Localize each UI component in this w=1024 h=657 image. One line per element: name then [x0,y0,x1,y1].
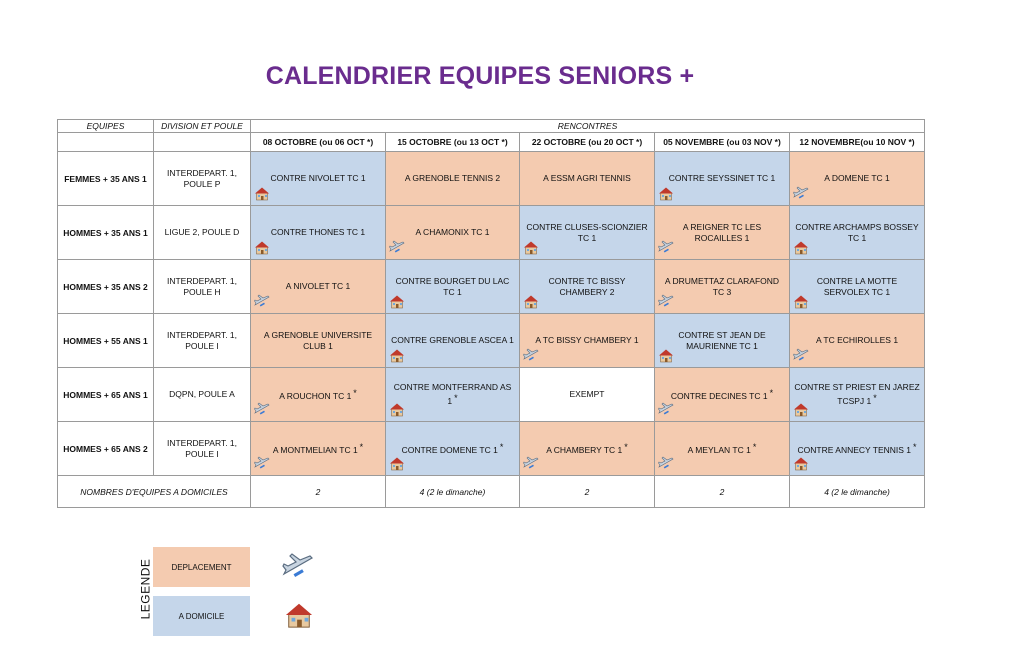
match-opponent: A NIVOLET TC 1 [285,281,351,291]
table-row [58,152,925,206]
footer-row [58,476,925,508]
footer-value: 4 (2 le dimanche) [386,476,520,508]
match-cell [251,368,386,422]
match-opponent: CONTRE THONES TC 1 [270,227,366,237]
division-cell: DQPN, POULE A [154,368,251,422]
match-label [520,222,654,244]
match-cell [251,206,386,260]
match-opponent: A GRENOBLE TENNIS 2 [404,173,501,183]
match-cell [655,422,790,476]
match-label [655,442,789,456]
match-opponent: A CHAMBERY TC 1 [546,444,623,455]
match-opponent: A ESSM AGRI TENNIS [543,173,631,183]
match-label [386,173,519,184]
header-row-top [58,120,925,133]
header-rencontres: RENCONTRES [251,120,925,133]
division-cell: LIGUE 2, POULE D [154,206,251,260]
match-opponent: A TC ECHIROLLES 1 [816,335,899,345]
match-label [655,276,789,298]
match-opponent: CONTRE TC BISSY CHAMBERY 2 [548,275,626,297]
legend-home-box [153,596,250,636]
match-label [251,173,385,184]
table-row [58,368,925,422]
house-icon [658,186,674,201]
page-title: CALENDRIER EQUIPES SENIORS + [265,62,695,90]
airplane-icon [793,348,809,363]
match-cell [520,422,655,476]
header-blank [58,133,154,152]
sunday-marker: * [353,387,357,398]
house-icon [254,186,270,201]
match-label [251,388,385,402]
header-date: 12 NOVEMBRE(ou 10 NOV *) [790,133,925,152]
match-label [520,173,654,184]
match-opponent: EXEMPT [569,389,605,399]
match-cell [655,368,790,422]
match-label [655,330,789,352]
house-icon [793,456,809,471]
match-opponent: CONTRE BOURGET DU LAC TC 1 [395,275,510,297]
header-equipes: EQUIPES [58,120,154,133]
team-cell: HOMMES + 55 ANS 1 [58,314,154,368]
footer-value: 2 [655,476,790,508]
header-blank [154,133,251,152]
header-row-dates [58,133,925,152]
match-label [386,382,519,407]
airplane-icon [658,240,674,255]
match-label [251,227,385,238]
match-cell [386,314,520,368]
airplane-icon [523,456,539,471]
match-opponent: CONTRE DOMENE TC 1 [401,444,498,455]
match-cell [790,152,925,206]
airplane-icon [658,456,674,471]
airplane-icon [523,348,539,363]
house-icon [793,294,809,309]
match-label [386,276,519,298]
match-opponent: CONTRE ARCHAMPS BOSSEY TC 1 [795,221,919,243]
header-date: 05 NOVEMBRE (ou 03 NOV *) [655,133,790,152]
match-label [790,382,924,407]
footer-value: 2 [251,476,386,508]
house-icon [658,348,674,363]
sunday-marker: * [769,387,774,398]
match-label [520,276,654,298]
footer-value: 4 (2 le dimanche) [790,476,925,508]
match-cell [790,206,925,260]
house-icon [523,240,539,255]
sunday-marker: * [499,441,504,452]
match-opponent: A CHAMONIX TC 1 [415,227,490,237]
airplane-icon [658,402,674,417]
match-cell [790,314,925,368]
house-icon [389,294,405,309]
match-label [386,442,519,456]
division-cell: INTERDEPART. 1, POULE I [154,314,251,368]
match-cell [655,152,790,206]
match-label [655,222,789,244]
header-date: 22 OCTOBRE (ou 20 OCT *) [520,133,655,152]
header-division: DIVISION ET POULE [154,120,251,133]
airplane-icon [254,402,270,417]
team-cell: HOMMES + 65 ANS 1 [58,368,154,422]
sunday-marker: * [913,441,917,452]
footer-label: NOMBRES D'EQUIPES A DOMICILES [58,476,251,508]
airplane-icon [254,456,270,471]
match-opponent: A REIGNER TC LES ROCAILLES 1 [682,221,762,243]
match-cell [386,422,520,476]
match-opponent: A MEYLAN TC 1 [687,444,751,455]
match-cell [251,260,386,314]
match-cell [790,260,925,314]
match-opponent: CONTRE ST JEAN DE MAURIENNE TC 1 [678,329,766,351]
sunday-marker: * [873,393,877,403]
airplane-icon [282,552,314,582]
match-label [520,335,654,346]
match-cell [655,260,790,314]
match-opponent: A DRUMETTAZ CLARAFOND TC 3 [664,275,780,297]
table-body [58,152,925,476]
airplane-icon [389,240,405,255]
match-label [790,173,924,184]
match-label [790,276,924,298]
match-opponent: CONTRE CLUSES-SCIONZIER TC 1 [526,221,648,243]
match-opponent: A ROUCHON TC 1 [279,390,352,401]
match-cell [251,314,386,368]
match-opponent: CONTRE LA MOTTE SERVOLEX TC 1 [816,275,898,297]
match-label [790,222,924,244]
match-cell [251,422,386,476]
legend-title-text: LEGENDE [138,558,153,620]
house-icon [793,402,809,417]
match-cell [520,206,655,260]
match-label [386,227,519,238]
legend-home-label: A DOMICILE [178,611,225,621]
match-label [655,173,789,184]
match-cell [655,314,790,368]
match-cell [790,422,925,476]
match-label [251,442,385,456]
team-cell: HOMMES + 65 ANS 2 [58,422,154,476]
table-row [58,314,925,368]
match-cell [386,368,520,422]
match-opponent: CONTRE MONTFERRAND AS 1 [393,382,512,406]
table-row [58,260,925,314]
match-opponent: CONTRE ANNECY TENNIS 1 [797,444,912,455]
team-cell: HOMMES + 35 ANS 1 [58,206,154,260]
legend-away-label: DEPLACEMENT [171,562,232,572]
match-opponent: A MONTMELIAN TC 1 [272,444,358,455]
airplane-icon [254,294,270,309]
match-cell [655,206,790,260]
match-cell [386,206,520,260]
table-row [58,206,925,260]
match-cell [520,260,655,314]
house-icon [389,402,405,417]
match-cell [386,152,520,206]
match-label [655,388,789,402]
match-cell [520,152,655,206]
sunday-marker: * [454,393,458,403]
house-icon [793,240,809,255]
match-label [251,330,385,352]
house-icon [284,601,314,629]
airplane-icon [793,186,809,201]
table-row [58,422,925,476]
team-cell: FEMMES + 35 ANS 1 [58,152,154,206]
calendar-table [57,119,925,508]
house-icon [389,348,405,363]
airplane-icon [658,294,674,309]
division-cell: INTERDEPART. 1, POULE P [154,152,251,206]
match-opponent: CONTRE ST PRIEST EN JAREZ TCSPJ 1 [794,382,920,406]
house-icon [254,240,270,255]
match-label [520,389,654,400]
match-cell [520,314,655,368]
match-label [386,335,519,346]
match-opponent: CONTRE GRENOBLE ASCEA 1 [391,335,514,345]
header-date: 15 OCTOBRE (ou 13 OCT *) [386,133,520,152]
footer-value: 2 [520,476,655,508]
header-date: 08 OCTOBRE (ou 06 OCT *) [251,133,386,152]
match-cell [520,368,655,422]
sunday-marker: * [359,441,364,452]
match-cell [251,152,386,206]
match-label [790,442,924,456]
match-opponent: CONTRE SEYSSINET TC 1 [668,173,776,183]
match-opponent: CONTRE DECINES TC 1 [670,390,768,401]
division-cell: INTERDEPART. 1, POULE I [154,422,251,476]
house-icon [523,294,539,309]
house-icon [389,456,405,471]
match-cell [790,368,925,422]
division-cell: INTERDEPART. 1, POULE H [154,260,251,314]
legend-away-box [153,547,250,587]
match-label [790,335,924,346]
match-cell [386,260,520,314]
match-label [251,281,385,292]
match-opponent: A TC BISSY CHAMBERY 1 [535,335,639,345]
match-opponent: A GRENOBLE UNIVERSITE CLUB 1 [263,329,373,351]
match-opponent: CONTRE NIVOLET TC 1 [270,173,366,183]
sunday-marker: * [624,441,628,452]
match-label [520,442,654,456]
sunday-marker: * [752,441,757,452]
team-cell: HOMMES + 35 ANS 2 [58,260,154,314]
match-opponent: A DOMENE TC 1 [824,173,890,183]
